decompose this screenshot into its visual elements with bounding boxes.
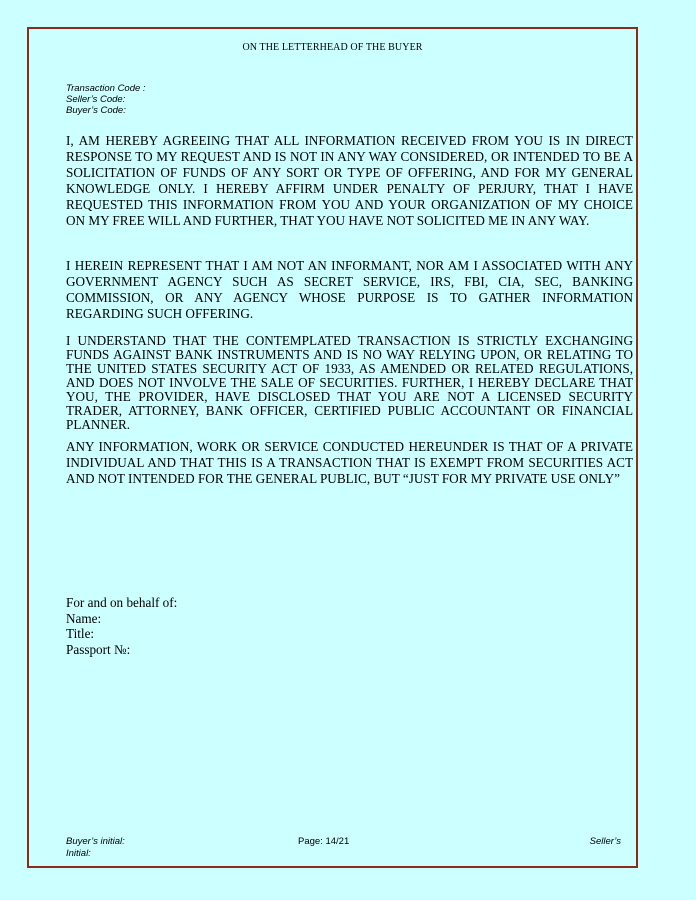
code-block [66,83,146,116]
buyer-code-label: Buyer’s Code: [66,105,126,116]
paragraph-agreement: I, AM HEREBY AGREEING THAT ALL INFORMATION RECEIVED FROM YOU IS IN DIRECT RESPONSE TO MY REQUEST AND IS NOT IN ANY WAY CONSIDERED, OR INTENDED TO BE A SOLICITATION OF FUNDS OF ANY SORT OR TYPE OF OFFERING, AND FOR MY GENERAL KNOWLEDGE ONLY. I HEREBY AFFIRM UNDER PENALTY OF PERJURY, THAT I HAVE REQUESTED THIS INFORMATION FROM YOU AND YOUR ORGANIZATION OF MY CHOICE ON MY FREE WILL AND FURTHER, THAT YOU HAVE NOT SOLICITED ME IN ANY WAY. [66,133,633,228]
paragraph-private-use: ANY INFORMATION, WORK OR SERVICE CONDUCTED HEREUNDER IS THAT OF A PRIVATE INDIVIDUAL AND THAT THIS IS A TRANSACTION THAT IS EXEMPT FROM SECURITIES ACT AND NOT INTENDED FOR THE GENERAL PUBLIC, BUT “JUST FOR MY PRIVATE USE ONLY” [66,439,633,486]
buyer-initial-label: Buyer’s initial: [66,836,125,847]
transaction-code-label: Transaction Code : [66,83,146,94]
paragraph-representation: I HEREIN REPRESENT THAT I AM NOT AN INFORMANT, NOR AM I ASSOCIATED WITH ANY GOVERNMENT AGENCY SUCH AS SECRET SERVICE, IRS, FBI, CIA, SEC, BANKING COMMISSION, OR ANY AGENCY WHOSE PURPOSE IS TO GATHER INFORMATION REGARDING SUCH OFFERING. [66,258,633,321]
title-label: Title: [66,626,95,641]
passport-label: Passport №: [66,641,131,657]
seller-code-label: Seller’s Code: [66,94,126,105]
document-page [27,27,638,868]
name-label: Name: [66,610,102,626]
on-behalf-label: For and on behalf of: [66,595,178,610]
signature-block [66,595,177,657]
seller-label: Seller’s [589,836,621,847]
letterhead-heading: ON THE LETTERHEAD OF THE BUYER [242,42,423,53]
paragraph-understanding: I UNDERSTAND THAT THE CONTEMPLATED TRANSACTION IS STRICTLY EXCHANGING FUNDS AGAINST BANK INSTRUMENTS AND IS NO WAY RELYING UPON, OR RELATING TO THE UNITED STATES SECURITY ACT OF 1933, AS AMENDED OR RELATED REGULATIONS, AND DOES NOT INVOLVE THE SALE OF SECURITIES. FURTHER, I HEREBY DECLARE THAT YOU, THE PROVIDER, HAVE DISCLOSED THAT YOU ARE NOT A LICENSED SECURITY TRADER, ATTORNEY, BANK OFFICER, CERTIFIED PUBLIC ACCOUNTANT OR FINANCIAL PLANNER. [66,333,633,432]
page-footer [66,836,621,862]
seller-initial-label: Initial: [66,848,91,859]
page-number: Page: 14/21 [298,836,350,847]
